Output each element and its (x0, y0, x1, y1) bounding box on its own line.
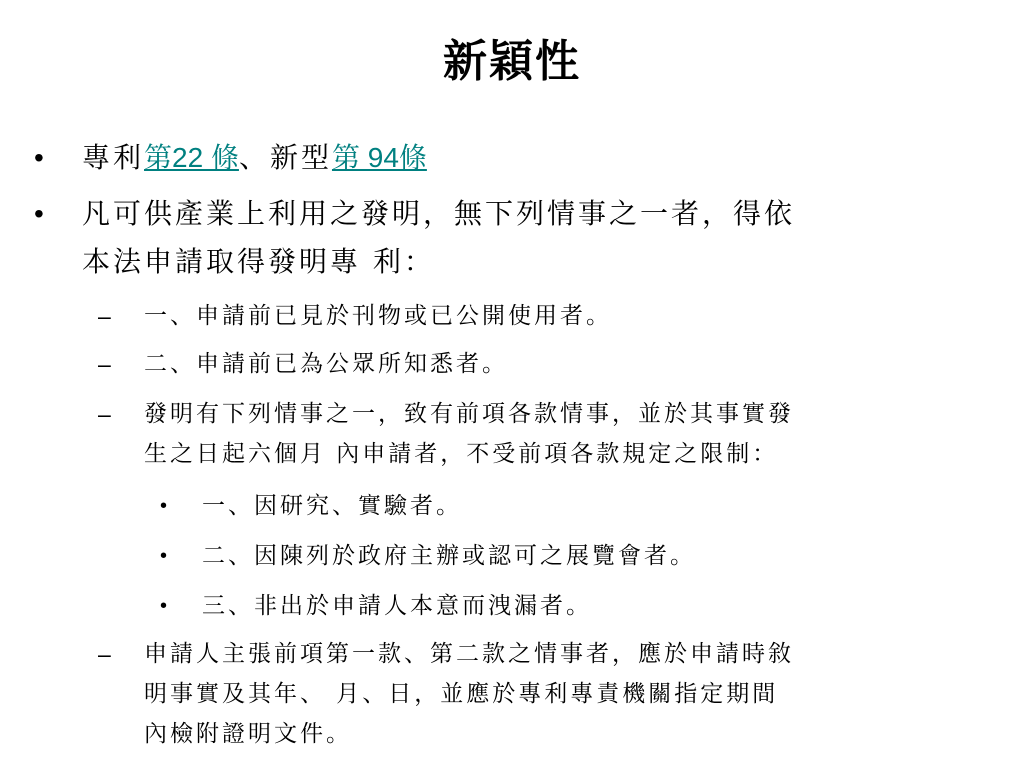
dash-marker: – (98, 303, 111, 329)
sub-sub-item-exhibition: 二、因陳列於政府主辦或認可之展覽會者。 (202, 543, 696, 569)
bullet-text-middle: 、新型 (238, 141, 332, 174)
sub-item-grace-period-line-2: 生之日起六個月 內申請者，不受前項各款規定之限制： (144, 441, 779, 467)
sub-item-publication: 一、申請前已見於刊物或已公開使用者。 (144, 303, 612, 329)
bullet-novelty-definition-line-1: 凡可供產業上利用之發明，無下列情事之一者，得依 (82, 197, 796, 230)
bullet-novelty-definition-line-2: 本法申請取得發明專 利： (82, 245, 435, 278)
link-article-22[interactable]: 第22 條 (144, 142, 239, 173)
sub-item-public-knowledge: 二、申請前已為公眾所知悉者。 (144, 351, 508, 377)
bullet-text-prefix: 專利 (82, 141, 145, 174)
bullet-marker: • (160, 595, 168, 617)
link-article-94[interactable]: 第 94條 (331, 142, 427, 173)
sub-item-claim-line-3: 內檢附證明文件。 (144, 721, 352, 747)
bullet-marker: • (160, 545, 168, 567)
bullet-patent-articles (82, 138, 427, 178)
sub-item-claim-line-1: 申請人主張前項第一款、第二款之情事者，應於申請時敘 (144, 641, 794, 667)
dash-marker: – (98, 641, 111, 667)
dash-marker: – (98, 351, 111, 377)
dash-marker: – (98, 401, 111, 427)
sub-sub-item-research: 一、因研究、實驗者。 (202, 493, 462, 519)
sub-item-claim-line-2: 明事實及其年、 月、日，並應於專利專責機關指定期間 (144, 681, 779, 707)
slide-title: 新穎性 (443, 36, 581, 87)
bullet-marker: • (34, 198, 44, 229)
sub-item-grace-period-line-1: 發明有下列情事之一，致有前項各款情事，並於其事實發 (144, 401, 794, 427)
sub-sub-item-disclosure: 三、非出於申請人本意而洩漏者。 (202, 593, 592, 619)
bullet-marker: • (34, 142, 44, 173)
bullet-marker: • (160, 495, 168, 517)
